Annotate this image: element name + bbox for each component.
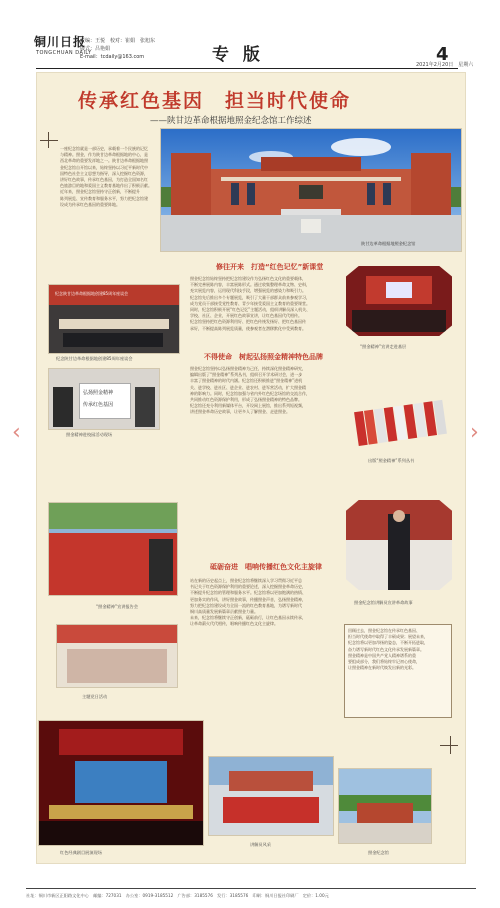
body-line: 纪念馆先后推出多个专题展览，吸引了大量干部群众前来参观学习， [190, 294, 310, 300]
parade-photo [208, 756, 334, 836]
meeting-audience [63, 333, 163, 347]
body-line: 照金纪念馆坚持以弘扬照金精神为己任，持续深化照金精神研究， [190, 366, 306, 371]
body-line: 同时，纪念馆积极开展“红色记忆”主题活动，组织讲解员深入机关、 [190, 307, 311, 313]
conclusion-line: 纪念馆将以更加昂扬的姿态，不断开拓进取， [348, 640, 428, 646]
stage-banner [59, 729, 183, 755]
person-figure [135, 387, 155, 427]
group-people [67, 649, 167, 683]
newspaper-footer: 社址：铜川市新区正阳路文化中心 邮编：727031 办公室：0919-3185512 广告部：3185576 发行：3185576 印刷：铜川日报社印刷厂 定价：1.00元 [26, 893, 329, 898]
crowd-caption: “照金精神”宣讲报告会 [96, 604, 139, 609]
exterior-plaza [339, 823, 431, 843]
corner-mark [48, 132, 49, 148]
main-photo-caption: 陕甘边革命根据地照金纪念馆 [361, 241, 416, 246]
calligraphy-text-1: 弘扬照金精神 [83, 390, 114, 396]
section-heading-3: 砥砺奋进 唱响传播红色文化主旋律 [210, 563, 322, 571]
section-body-1 [190, 276, 348, 332]
conclusion-box [344, 624, 452, 718]
body-line: 神的影响力。同时，纪念馆加强与省内外红色纪念场馆的交流合作， [190, 390, 310, 396]
crowd-photo [48, 502, 178, 596]
parade-caption: 讲解员风采 [250, 842, 271, 847]
footer-rule [26, 888, 476, 889]
intro-paragraph [60, 146, 156, 208]
group-photo [56, 624, 178, 688]
editor-line-2: 版式：吕艳娟 [80, 46, 111, 52]
museum-main-photo [160, 128, 462, 252]
newspaper-header [0, 0, 500, 68]
group-caption: 主题党日活动 [82, 694, 108, 699]
body-line: 关、进学校、进社区、进企业、进农村、进军营活动，扩大照金精 [190, 384, 306, 390]
body-line: 丰富了照金精神的时代内涵。纪念馆还积极推进“照金精神”进机 [190, 378, 303, 384]
article-title: 传承红色基因 担当时代使命 [78, 90, 352, 112]
hall-photo [346, 266, 452, 336]
next-page-arrow-icon[interactable]: › [470, 420, 479, 445]
conclusion-line: 让照金精神在新时代焕发出新的光彩。 [348, 665, 416, 671]
intro-line: 设成为传承红色基因的重要阵地。 [60, 201, 120, 207]
hall-caption: “照金精神”宣讲走进基层 [360, 344, 407, 349]
ceremony-caption: 照金精神进校园活动现场 [66, 432, 113, 437]
speaker-photo [346, 500, 452, 590]
issue-date: 2021年2月20日 星期六 [416, 62, 474, 68]
body-line: 让革命薪火代代相传，唱响传播红色文化主旋律。 [190, 621, 278, 627]
page-number: 4 [436, 44, 449, 65]
header-rule [36, 68, 458, 69]
ceremony-photo [48, 368, 160, 430]
newspaper-logo: 铜川日报 [34, 35, 87, 49]
intro-line: 陈列展览、宣传教育和服务水平，努力把纪念馆建 [60, 195, 148, 201]
stage-floor [49, 805, 193, 819]
section-body-3 [190, 578, 348, 628]
intro-line: 讲好红色故事，传承红色基因，为打造全国知名红 [60, 177, 148, 183]
speaker-figure [149, 539, 173, 591]
corner-mark [450, 736, 451, 754]
books-photo [350, 392, 450, 454]
group-banner [57, 625, 177, 643]
intro-line: 色旅游目的地和爱国主义教育基地作出了积极贡献。 [60, 183, 152, 189]
body-line: 承好，不断提高陈列展览质量，使参观者在潜移默化中受到教育。 [190, 325, 306, 331]
exterior-caption: 照金纪念馆 [368, 850, 389, 855]
stage-caption: 红色经典剧目展演现场 [60, 850, 102, 855]
body-line: 成为党员干部接受党性教育、青少年接受爱国主义教育的重要课堂。 [190, 300, 310, 306]
intro-line: 西北革命的重要发祥地之一。陕甘边革命根据地照 [60, 158, 148, 164]
prev-page-arrow-icon[interactable]: ‹ [12, 420, 21, 445]
exterior-building [357, 803, 413, 823]
stage-audience [39, 821, 203, 845]
newspaper-logo-en: TONGCHUAN DAILY [36, 50, 92, 56]
section-body-2 [190, 366, 348, 416]
book-series-image [350, 392, 450, 454]
body-line: 共同推动红色资源保护利用，形成了弘扬照金精神的特色品牌。 [190, 397, 302, 403]
conclusion-line: 回顾过去，照金纪念馆在传承红色基因、 [348, 628, 420, 633]
body-line: 纪念馆还充分利用新媒体平台，开设网上展馆，推出系列短视频， [190, 403, 306, 409]
body-line: 照金纪念馆始终坚持把纪念馆建设作为弘扬红色文化的重要载体， [190, 276, 306, 281]
body-line: 努力把纪念馆建设成为全国一流的红色教育基地，为谱写新时代 [190, 602, 302, 608]
conclusion-line: 奋力谱写新时代红色文化传承发展新篇章。 [348, 646, 424, 652]
corner-mark [440, 745, 458, 746]
body-line: 不断提升纪念馆的管理和服务水平。纪念馆将以更加饱满的热情、 [190, 590, 306, 596]
body-line: 编辑出版了“照金精神”系列丛书，组织召开学术研讨会，进一步 [190, 372, 303, 378]
conclusion-line: 担当时代使命中取得了丰硕成果；展望未来， [348, 634, 428, 640]
editor-line-1: 责编：王悦 校对：崔娟 张旭东 [80, 38, 156, 44]
exterior-photo [338, 768, 432, 844]
meeting-table [59, 319, 169, 329]
intro-line: 国特色社会主义思想为指导，深入挖掘红色资源， [60, 170, 148, 176]
editor-email: E-mail：tcdaily@163.com [80, 54, 145, 60]
speaker-head [393, 510, 405, 522]
meeting-banner-text: 纪念陕甘边革命根据地创建85周年座谈会 [55, 291, 129, 296]
body-line: 充实展览内容，运用现代科技手段，增强展览的感染力和吸引力。 [190, 288, 306, 294]
body-line: 不断完善展陈内容，丰富展陈形式。通过收集整理革命文物、史料， [190, 282, 310, 288]
hall-screen [386, 282, 412, 298]
article-subtitle: ——陕甘边革命根据地照金纪念馆工作综述 [150, 116, 312, 126]
books-caption: 出版“照金精神”系列丛书 [368, 458, 415, 463]
stage-photo [38, 720, 204, 846]
museum-building-image [161, 129, 461, 251]
intro-line: 近年来，照金纪念馆坚持守正创新，不断提升 [60, 189, 140, 195]
stage-screen [75, 761, 167, 803]
hall-audience [352, 310, 446, 332]
body-line: 更加务实的作风，讲好照金故事，传播照金声音，弘扬照金精神， [190, 596, 306, 602]
meeting-photo [48, 284, 180, 354]
body-line: 铜川高质量发展新篇章贡献照金力量。 [190, 609, 258, 615]
calligraphy-text-2: 传承红色基因 [83, 402, 114, 408]
body-line: 学校、社区、企业，开展红色故事宣讲，让红色基因代代相传。 [190, 313, 302, 319]
trees [49, 503, 177, 529]
section-heading-2: 不得使命 树起弘扬照金精神特色品牌 [204, 353, 323, 361]
conclusion-line: 照金精神是中国共产党人精神谱系的重 [348, 652, 416, 658]
parade-marchers [223, 797, 319, 823]
section-title: 专 版 [212, 45, 264, 65]
meeting-caption: 纪念陕甘边革命根据地创建85周年座谈会 [56, 356, 133, 361]
body-line: 站在新的历史起点上，照金纪念馆将继续深入学习贯彻习近平总 [190, 578, 302, 583]
body-line: 书记关于红色资源保护利用的重要论述，深入挖掘照金革命历史， [190, 584, 306, 590]
parade-building [229, 771, 313, 791]
section-heading-1: 修往开来 打造“红色记忆”新课堂 [216, 263, 324, 271]
conclusion-line: 要组成部分，我们将始终牢记初心使命， [348, 659, 420, 665]
intro-line: 金纪念馆自开馆以来，始终坚持以习近平新时代中 [60, 164, 148, 170]
corner-mark [40, 140, 58, 141]
speaker-caption: 照金纪念馆讲解员宣讲革命故事 [354, 600, 413, 605]
body-line: 未来，纪念馆将继续守正创新，砥砺前行，让红色基因永续传承， [190, 615, 306, 621]
speaker-figure [388, 514, 410, 590]
body-line: 纪念馆坚持把红色资源利用好、把红色传统发扬好、把红色基因传 [190, 319, 306, 325]
person-figure [53, 387, 73, 427]
intro-line: 与精神。照金，作为陕甘边革命根据地的中心，是 [60, 152, 148, 158]
intro-line: 一座纪念馆就是一部历史，承载着一个民族的记忆 [60, 146, 148, 151]
body-line: 讲述照金革命历史故事，让更多人了解照金、走进照金。 [190, 409, 290, 415]
